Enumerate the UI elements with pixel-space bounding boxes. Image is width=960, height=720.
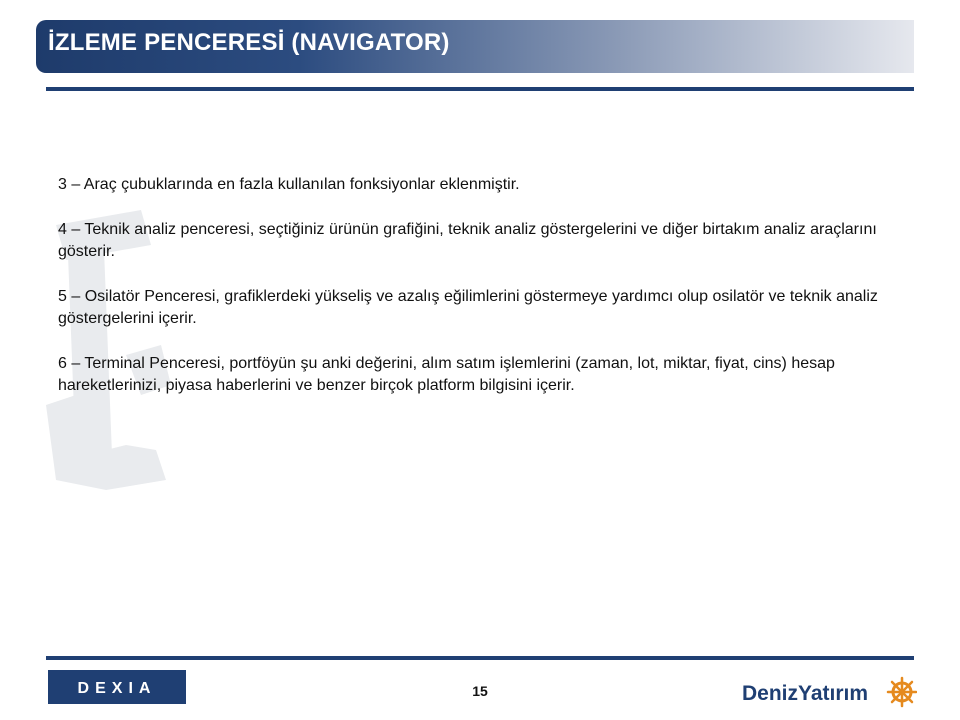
denizyatirim-logo-text: DenizYatırım <box>742 682 869 705</box>
paragraph-3: 3 – Araç çubuklarında en fazla kullanılan fonksiyonlar eklenmiştir. <box>58 176 520 193</box>
dexia-logo-text: DEXIA <box>77 680 157 697</box>
paragraph-6: 6 – Terminal Penceresi, portföyün şu anki değerini, alım satım işlemlerini (zaman, lot, miktar, fiyat, cins) hesap hareketlerinizi, piyasa haberlerini ve benzer birçok platform bilgisini içerir. <box>58 355 835 394</box>
bottom-divider <box>46 656 914 660</box>
paragraph-4: 4 – Teknik analiz penceresi, seçtiğiniz ürünün grafiğini, teknik analiz göstergelerini ve diğer birtakım analiz araçlarını gösterir. <box>58 221 877 260</box>
slide-title: İZLEME PENCERESİ (NAVIGATOR) <box>48 29 450 56</box>
top-divider <box>46 87 914 91</box>
paragraph-5: 5 – Osilatör Penceresi, grafiklerdeki yükseliş ve azalış eğilimlerini göstermeye yardımcı olup osilatör ve teknik analiz göstergelerini içerir. <box>58 288 878 327</box>
page-number: 15 <box>472 683 488 699</box>
ships-wheel-icon <box>888 678 916 706</box>
denizyatirim-logo <box>742 674 917 710</box>
body-content <box>58 174 888 420</box>
